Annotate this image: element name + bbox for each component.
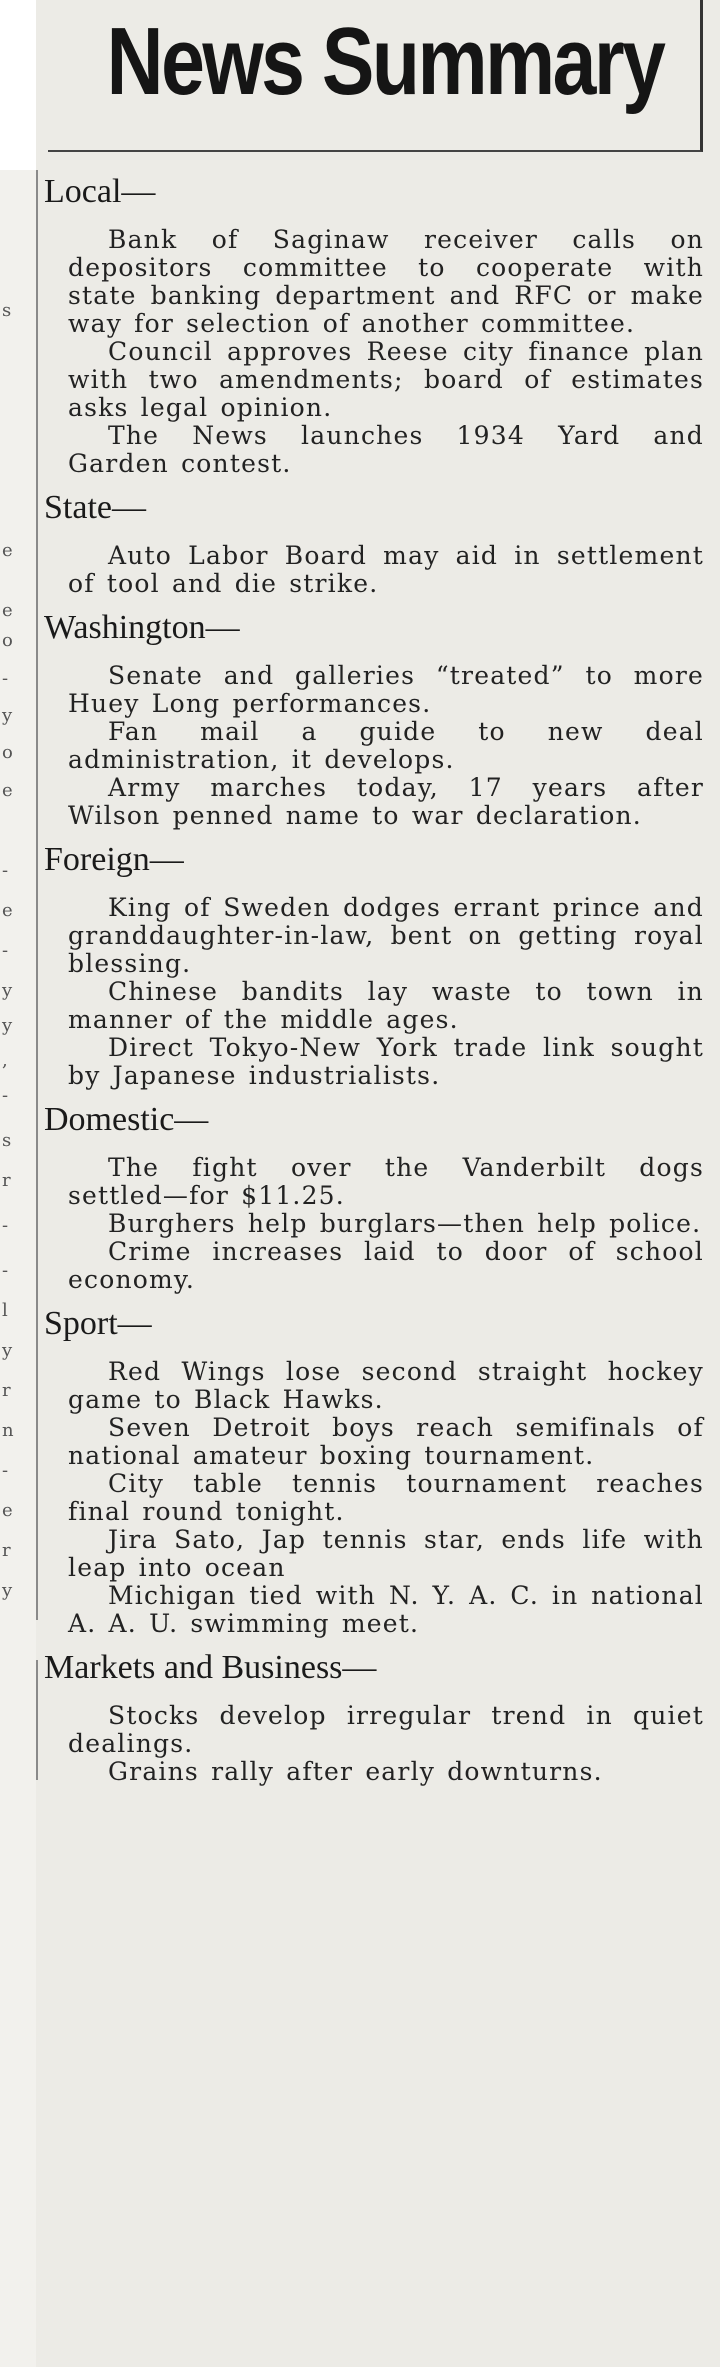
news-item: City table tennis tournament reaches final round tonight. [68,1469,704,1526]
clipped-letter: l [2,1300,8,1321]
clipped-letter: - [2,1260,9,1281]
clipped-letter: - [2,1085,9,1106]
clipped-letter: y [2,1015,13,1036]
news-item: Chinese bandits lay waste to town in manner of the middle ages. [68,977,704,1034]
clipped-letter: e [2,1500,13,1521]
clipped-letter: y [2,1340,13,1361]
clipped-letter: r [2,1540,11,1561]
news-item: King of Sweden dodges errant prince and granddaughter-in-law, bent on getting royal blessing. [68,893,704,978]
news-item: Seven Detroit boys reach semifinals of national amateur boxing tournament. [68,1413,704,1470]
news-item: Auto Labor Board may aid in settlement of tool and die strike. [68,541,704,598]
clipped-letter: - [2,1215,9,1236]
news-item: Fan mail a guide to new deal administration, it develops. [68,717,704,774]
section-heading: Sport— [44,1305,152,1342]
clipped-letter: - [2,860,9,881]
column-rule-lower [36,1660,38,1780]
clipped-letter: o [2,630,13,651]
clipped-letter: e [2,540,13,561]
news-item: Senate and galleries “treated” to more Huey Long performances. [68,661,704,718]
section-heading: State— [44,489,146,526]
clipped-letter: y [2,1580,13,1601]
news-item: Grains rally after early downturns. [108,1757,603,1786]
section-5 [44,1304,704,1638]
section-heading: Local— [44,173,156,210]
section-heading: Washington— [44,609,240,646]
clipped-letter: e [2,780,13,801]
news-item: Jira Sato, Jap tennis star, ends life with leap into ocean [68,1525,704,1582]
section-0 [44,172,704,478]
clipped-letter: n [2,1420,14,1441]
news-item: Michigan tied with N. Y. A. C. in national A. A. U. swimming meet. [68,1581,704,1638]
news-item: Army marches today, 17 years after Wilson penned name to war declaration. [68,773,704,830]
section-3 [44,840,704,1090]
clipped-letter: r [2,1380,11,1401]
adjacent-column-blank [0,0,36,170]
clipped-letter: y [2,705,13,726]
section-heading: Markets and Business— [44,1649,377,1686]
section-heading: Domestic— [44,1101,209,1138]
clipped-letter: - [2,940,9,961]
masthead-box [48,0,703,152]
news-item: The fight over the Vanderbilt dogs settled—for $11.25. [68,1153,704,1210]
clipped-letter: y [2,980,13,1001]
news-item: Council approves Reese city finance plan with two amendments; board of estimates asks legal opinion. [68,337,704,422]
clipped-letter: - [2,1460,9,1481]
clipped-letter: s [2,300,12,321]
clipped-letter: - [2,668,9,689]
section-4 [44,1100,704,1294]
clipped-letter: o [2,742,13,763]
news-item: Bank of Saginaw receiver calls on depositors committee to cooperate with state banking department and RFC or make way for selection of another committee. [68,225,704,338]
news-item: Direct Tokyo-New York trade link sought by Japanese industrialists. [68,1033,704,1090]
section-heading: Foreign— [44,841,184,878]
clipped-letter: , [2,1050,8,1071]
clipped-letter: s [2,1130,12,1151]
section-2 [44,608,704,830]
news-item: The News launches 1934 Yard and Garden contest. [68,421,704,478]
section-1 [44,488,704,598]
clipped-letter: e [2,600,13,621]
clipped-letter: r [2,1170,11,1191]
summary-body [44,172,704,1796]
news-item: Stocks develop irregular trend in quiet dealings. [68,1701,704,1758]
news-item: Crime increases laid to door of school economy. [68,1237,704,1294]
section-6 [44,1648,704,1786]
news-item: Burghers help burglars—then help police. [108,1209,702,1238]
column-rule [36,170,38,1620]
clipped-letter: e [2,900,13,921]
news-item: Red Wings lose second straight hockey game to Black Hawks. [68,1357,704,1414]
masthead-title: News Summary [106,8,664,115]
